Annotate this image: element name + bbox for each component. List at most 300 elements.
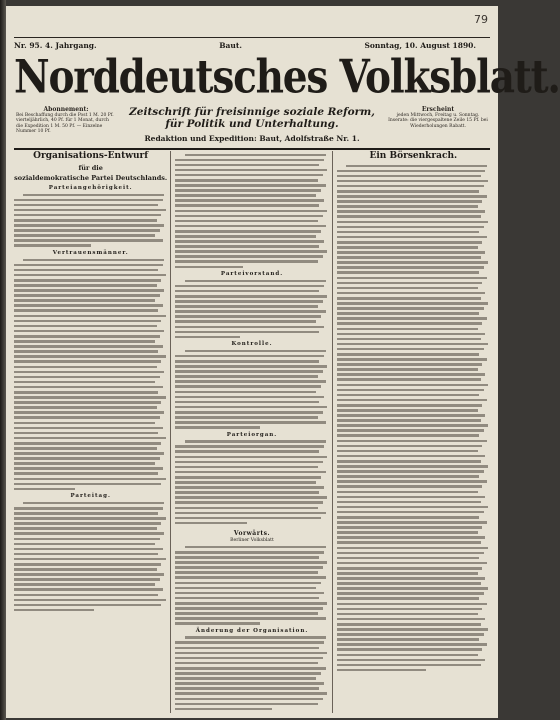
text-line	[175, 255, 322, 258]
text-line	[175, 522, 247, 525]
text-line	[14, 553, 158, 556]
text-line	[337, 343, 489, 346]
text-line	[185, 280, 326, 283]
text-line	[337, 317, 487, 320]
text-line	[337, 195, 487, 198]
text-line	[14, 366, 157, 369]
column-text-block	[14, 259, 167, 491]
text-line	[175, 416, 318, 419]
text-line	[337, 389, 484, 392]
text-line	[175, 576, 325, 579]
text-line	[337, 557, 480, 560]
text-line	[175, 512, 325, 515]
text-line	[337, 577, 486, 580]
text-line	[175, 687, 319, 690]
text-line	[14, 355, 166, 358]
text-line	[337, 501, 481, 504]
text-line	[175, 380, 325, 383]
text-line	[14, 437, 166, 440]
text-line	[337, 654, 478, 657]
text-line	[175, 641, 324, 644]
text-line	[175, 556, 319, 559]
illegible-text-lines	[175, 350, 328, 429]
text-line	[14, 538, 160, 541]
text-line	[175, 672, 321, 675]
top-rule	[14, 37, 490, 38]
text-line	[175, 169, 327, 172]
text-line	[14, 483, 161, 486]
text-line	[337, 266, 484, 269]
text-line	[337, 597, 480, 600]
text-line	[337, 643, 487, 646]
text-line	[14, 472, 158, 475]
text-line	[175, 375, 318, 378]
text-line	[175, 561, 327, 564]
text-line	[337, 521, 487, 524]
text-line	[14, 401, 161, 404]
text-line	[14, 527, 157, 530]
text-line	[185, 154, 326, 157]
text-line	[175, 385, 321, 388]
text-line	[337, 231, 480, 234]
column-text-block	[175, 350, 328, 429]
text-line	[337, 368, 478, 371]
notice-subtitle: Berliner Volksblatt	[230, 538, 274, 544]
newspaper-page	[6, 6, 560, 718]
header-rule	[14, 148, 490, 150]
text-line	[175, 582, 321, 585]
redaktion-line: Redaktion und Expedition: Baut, Adolfstraße Nr. 1.	[144, 134, 360, 143]
text-line	[14, 234, 155, 237]
text-line	[175, 421, 325, 424]
text-line	[175, 657, 322, 660]
text-line	[14, 396, 166, 399]
text-line	[14, 462, 155, 465]
text-line	[14, 548, 163, 551]
text-line	[337, 210, 486, 213]
text-line	[14, 578, 160, 581]
text-line	[175, 461, 322, 464]
text-line	[337, 378, 481, 381]
text-line	[346, 165, 487, 168]
article-subtitle-line-2: sozialdemokratische Partei Deutschlands.	[14, 174, 168, 182]
text-line	[337, 628, 489, 631]
text-line	[337, 429, 484, 432]
text-line	[337, 511, 484, 514]
text-line	[14, 325, 157, 328]
text-line	[14, 532, 164, 535]
text-line	[175, 305, 318, 308]
text-line	[14, 573, 164, 576]
text-line	[175, 235, 316, 238]
text-line	[14, 386, 163, 389]
text-line	[175, 426, 259, 429]
text-line	[337, 592, 484, 595]
text-line	[175, 456, 327, 459]
text-line	[337, 424, 489, 427]
text-line	[337, 221, 489, 224]
text-line	[14, 467, 163, 470]
text-line	[14, 284, 157, 287]
text-line	[14, 204, 158, 207]
text-line	[175, 406, 327, 409]
text-line	[175, 326, 324, 329]
text-line	[175, 174, 322, 177]
text-line	[14, 416, 160, 419]
text-line	[175, 159, 324, 162]
text-line	[14, 371, 164, 374]
text-line	[175, 210, 327, 213]
text-line	[175, 401, 319, 404]
text-line	[337, 638, 480, 641]
text-line	[337, 552, 484, 555]
text-line	[175, 587, 316, 590]
text-line	[337, 180, 489, 183]
text-line	[175, 365, 327, 368]
text-line	[23, 259, 164, 262]
text-line	[175, 290, 319, 293]
text-line	[337, 572, 478, 575]
text-line	[14, 406, 157, 409]
text-line	[337, 271, 480, 274]
text-line	[14, 304, 163, 307]
text-line	[14, 381, 155, 384]
text-line	[337, 328, 478, 331]
text-line	[337, 450, 478, 453]
abonnement-box	[16, 107, 116, 135]
text-line	[175, 662, 318, 665]
text-line	[337, 307, 484, 310]
text-line	[337, 353, 480, 356]
text-line	[337, 480, 487, 483]
text-line	[337, 506, 489, 509]
text-line	[175, 486, 324, 489]
text-line	[23, 502, 164, 505]
text-line	[337, 358, 487, 361]
text-line	[14, 264, 163, 267]
section-heading: Parteivorstand.	[220, 271, 284, 278]
text-line	[175, 501, 322, 504]
text-line	[337, 419, 481, 422]
text-line	[14, 488, 75, 491]
text-line	[175, 179, 318, 182]
text-line	[337, 185, 484, 188]
illegible-text-lines	[14, 259, 167, 491]
section-heading: Parteiorgan.	[226, 431, 278, 438]
text-line	[14, 422, 155, 425]
text-line	[14, 543, 155, 546]
illegible-text-lines	[175, 154, 328, 269]
text-line	[14, 269, 158, 272]
text-line	[14, 568, 157, 571]
text-line	[337, 664, 481, 667]
text-line	[14, 360, 161, 363]
issue-date: Sonntag, 10. August 1890.	[364, 40, 476, 50]
text-line	[14, 340, 155, 343]
text-line	[175, 667, 325, 670]
text-line	[337, 236, 487, 239]
text-line	[337, 516, 480, 519]
text-line	[14, 594, 158, 597]
text-line	[175, 194, 316, 197]
text-line	[14, 244, 91, 247]
text-line	[175, 445, 324, 448]
text-line	[337, 373, 486, 376]
abonnement-text: Bei Beschaffung durch die Post 1 M. 20 Pf. vierteljährlich, 40 Pf. für 1 Monat, durch die Expedition 1 M. 50 Pf. — Einzelne Nummer 10 Pf.	[16, 112, 114, 134]
text-line	[14, 563, 161, 566]
column-text-block	[175, 280, 328, 339]
text-line	[175, 199, 324, 202]
text-line	[337, 659, 486, 662]
text-line	[14, 588, 163, 591]
text-line	[337, 297, 481, 300]
text-line	[175, 225, 325, 228]
text-line	[185, 546, 326, 549]
column-text-block	[175, 546, 328, 625]
text-line	[14, 432, 158, 435]
text-line	[175, 517, 321, 520]
text-line	[337, 414, 486, 417]
text-line	[175, 310, 325, 313]
text-line	[14, 224, 164, 227]
text-line	[14, 345, 163, 348]
text-line	[337, 455, 486, 458]
text-line	[14, 214, 161, 217]
column-text-block	[175, 154, 328, 269]
text-line	[175, 285, 324, 288]
text-line	[175, 698, 322, 701]
text-line	[337, 475, 480, 478]
text-line	[175, 481, 316, 484]
text-line	[337, 409, 478, 412]
text-line	[175, 602, 327, 605]
text-line	[14, 289, 164, 292]
text-line	[337, 531, 478, 534]
text-line	[175, 551, 324, 554]
erscheint-text: jeden Mittwoch, Freitag u. Sonntag. Inserate: die viergespaltene Zeile 15 Pf. bei Wiederholungen Rabatt.	[388, 112, 488, 129]
text-line	[14, 299, 155, 302]
column-text-block	[14, 502, 167, 612]
subtitle-line-1: Zeitschrift für freisinnige soziale Reform,	[129, 106, 375, 118]
text-line	[175, 250, 327, 253]
text-line	[175, 320, 316, 323]
text-line	[337, 322, 483, 325]
text-line	[337, 170, 486, 173]
subtitle	[126, 106, 378, 130]
text-line	[14, 512, 158, 515]
text-line	[14, 517, 166, 520]
text-line	[175, 204, 319, 207]
text-line	[175, 692, 327, 695]
text-line	[337, 287, 478, 290]
text-line	[337, 302, 489, 305]
text-line	[175, 708, 272, 711]
text-line	[14, 609, 94, 612]
text-line	[337, 608, 483, 611]
text-line	[14, 320, 161, 323]
text-line	[175, 450, 319, 453]
text-line	[337, 633, 484, 636]
text-line	[337, 547, 489, 550]
text-line	[14, 239, 163, 242]
text-line	[337, 603, 487, 606]
text-line	[175, 245, 319, 248]
text-line	[337, 536, 486, 539]
text-line	[337, 587, 489, 590]
subtitle-line-2: für Politik und Unterhaltung.	[165, 118, 339, 130]
text-line	[14, 274, 166, 277]
text-line	[14, 209, 166, 212]
text-line	[175, 360, 319, 363]
text-line	[14, 457, 160, 460]
section-heading: Kontrolle.	[231, 341, 273, 348]
section-heading: Änderung der Organisation.	[195, 627, 309, 634]
page-number: 79	[474, 13, 488, 26]
column-text-block	[14, 194, 167, 248]
text-line	[337, 312, 480, 315]
text-line	[175, 184, 325, 187]
illegible-text-lines	[14, 194, 167, 248]
text-line	[337, 338, 481, 341]
text-line	[175, 507, 318, 510]
text-line	[175, 647, 319, 650]
illegible-text-lines	[175, 546, 328, 625]
text-line	[175, 617, 325, 620]
text-line	[175, 331, 319, 334]
text-line	[14, 219, 157, 222]
text-line	[337, 669, 426, 672]
text-line	[14, 309, 158, 312]
text-line	[337, 205, 478, 208]
text-line	[175, 622, 259, 625]
issue-place: Baut.	[219, 40, 242, 50]
text-line	[337, 363, 483, 366]
text-line	[337, 175, 481, 178]
erscheint-box	[388, 107, 488, 129]
text-line	[337, 582, 481, 585]
text-line	[337, 241, 483, 244]
text-line	[175, 336, 239, 339]
text-line	[14, 442, 161, 445]
text-line	[175, 571, 318, 574]
text-line	[175, 476, 321, 479]
column-2	[175, 151, 332, 713]
text-line	[185, 350, 326, 353]
text-line	[337, 292, 486, 295]
text-line	[175, 597, 319, 600]
text-line	[337, 246, 478, 249]
text-line	[175, 496, 327, 499]
text-line	[175, 652, 327, 655]
text-line	[337, 623, 481, 626]
text-line	[337, 445, 483, 448]
article-title-organisation: Organisations-Entwurf	[33, 151, 149, 161]
text-line	[175, 370, 322, 373]
text-line	[185, 636, 326, 639]
text-line	[337, 434, 480, 437]
column-1	[14, 151, 171, 713]
text-line	[337, 618, 486, 621]
text-line	[337, 526, 483, 529]
text-line	[14, 604, 161, 607]
text-line	[14, 294, 160, 297]
text-line	[14, 199, 163, 202]
text-line	[337, 384, 489, 387]
text-line	[175, 703, 318, 706]
text-line	[337, 465, 489, 468]
text-line	[14, 229, 160, 232]
text-line	[175, 491, 319, 494]
erscheint-heading: Erscheint	[421, 106, 455, 113]
text-line	[14, 427, 163, 430]
text-line	[337, 200, 483, 203]
text-line	[337, 282, 483, 285]
text-line	[14, 507, 163, 510]
issue-number: Nr. 95. 4. Jahrgang.	[14, 40, 97, 50]
text-line	[337, 440, 487, 443]
illegible-text-lines	[175, 440, 328, 524]
text-line	[337, 541, 481, 544]
illegible-text-lines	[175, 636, 328, 710]
text-line	[175, 295, 327, 298]
text-line	[337, 348, 484, 351]
text-line	[337, 404, 483, 407]
text-line	[14, 335, 160, 338]
text-line	[337, 460, 481, 463]
text-line	[337, 613, 478, 616]
text-line	[337, 251, 486, 254]
text-line	[14, 330, 164, 333]
text-line	[175, 466, 318, 469]
text-line	[23, 194, 164, 197]
text-line	[14, 447, 157, 450]
text-line	[175, 391, 316, 394]
text-line	[175, 682, 324, 685]
text-line	[175, 215, 322, 218]
masthead-title: Norddeutsches Volksblatt.	[14, 49, 560, 105]
text-line	[175, 612, 318, 615]
notice-heading: Vorwärts.	[233, 530, 271, 538]
text-line	[337, 215, 481, 218]
text-line	[175, 396, 324, 399]
column-text-block	[175, 440, 328, 524]
text-line	[14, 583, 155, 586]
text-line	[14, 376, 160, 379]
text-line	[14, 522, 161, 525]
text-line	[337, 496, 486, 499]
section-heading: Parteitag.	[70, 493, 111, 500]
text-line	[175, 411, 322, 414]
text-line	[14, 411, 164, 414]
illegible-text-lines	[14, 502, 167, 612]
text-line	[337, 399, 487, 402]
text-line	[175, 189, 321, 192]
text-line	[14, 452, 164, 455]
text-line	[14, 391, 158, 394]
text-line	[337, 277, 487, 280]
text-line	[337, 470, 484, 473]
text-line	[14, 350, 158, 353]
text-line	[175, 260, 318, 263]
text-line	[175, 355, 324, 358]
text-line	[175, 240, 324, 243]
text-line	[185, 440, 326, 443]
text-line	[337, 394, 480, 397]
section-heading: Vertrauensmänner.	[52, 250, 129, 257]
article-subtitle-line-1: für die	[78, 164, 103, 172]
column-text-block	[175, 636, 328, 710]
illegible-text-lines	[337, 165, 490, 672]
